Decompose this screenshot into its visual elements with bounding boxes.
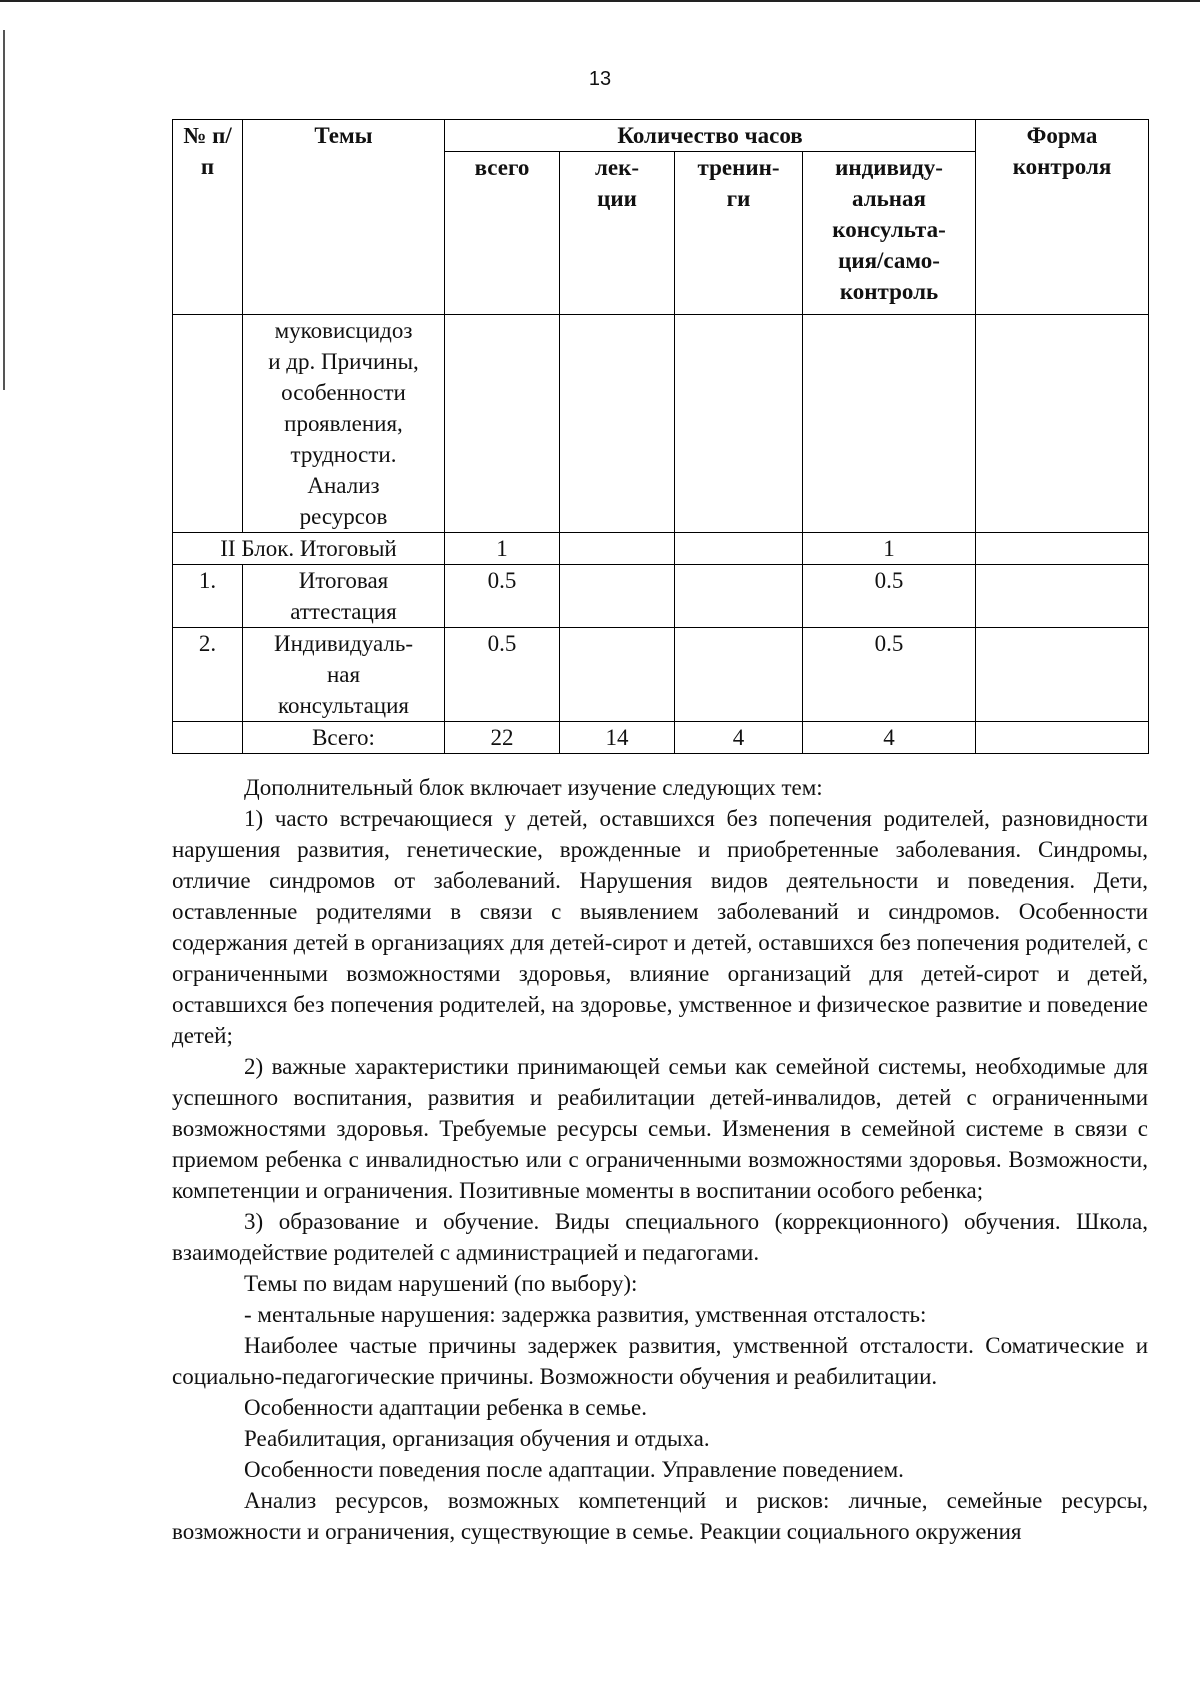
page-number: 13 (588, 68, 612, 90)
row-number (173, 315, 243, 533)
row-individual-hours: 0.5 (803, 565, 976, 628)
header-lectures: лек- ции (560, 152, 675, 315)
paragraph: - ментальные нарушения: задержка развития, умственная отсталость: (244, 1302, 927, 1327)
row-number: 1. (173, 565, 243, 628)
row-training-hours (675, 565, 803, 628)
row-lecture-hours (560, 315, 675, 533)
header-topics: Темы (243, 120, 445, 315)
paragraph: Наиболее частые причины задержек развития, умственной отсталости. Соматические и социально-педагогические причины. Возможности обучения и реабилитации. (172, 1333, 1148, 1389)
row-control-form (976, 315, 1149, 533)
row-total-hours (445, 315, 560, 533)
row-topic: муковисцидоз и др. Причины, особенности проявления, трудности. Анализ ресурсов (243, 315, 445, 533)
header-control-form: Форма контроля (976, 120, 1149, 315)
block-label: II Блок. Итоговый (173, 533, 445, 565)
table-row-total (173, 722, 1149, 754)
row-topic: Всего: (243, 722, 445, 754)
row-training-hours: 4 (675, 722, 803, 754)
paragraph: 2) важные характеристики принимающей семьи как семейной системы, необходимые для успешного воспитания, развития и реабилитации детей-инвалидов, детей с ограниченными возможностями здоровья. Требуемые ресурсы семьи. Изменения в семейной системе в связи с приемом ребенка с инвалидностью или с ограниченными возможностями здоровья. Возможности, компетенции и ограничения. Позитивные моменты в воспитании особого ребенка; (172, 1054, 1148, 1203)
row-number: 2. (173, 628, 243, 722)
table-row (173, 565, 1149, 628)
document-body (172, 772, 1148, 1547)
header-number: № п/п (173, 120, 243, 315)
row-number (173, 722, 243, 754)
header-hours: Количество часов (445, 120, 976, 152)
row-total-hours: 1 (445, 533, 560, 565)
paragraph: 1) часто встречающиеся у детей, оставшихся без попечения родителей, разновидности нарушения развития, генетические, врожденные и приобретенные заболевания. Синдромы, отличие синдромов от заболеваний. Нарушения видов деятельности и поведения. Дети, оставленные родителями в связи с выявлением заболеваний и синдромов. Особенности содержания детей в организациях для детей-сирот и детей, оставшихся без попечения родителей, с ограниченными возможностями здоровья, влияние организаций для детей-сирот и детей, оставшихся без попечения родителей, на здоровье, умственное и физическое развитие и поведение детей; (172, 806, 1148, 1048)
row-training-hours (675, 315, 803, 533)
paragraph: Дополнительный блок включает изучение следующих тем: (244, 775, 823, 800)
paragraph: Анализ ресурсов, возможных компетенций и рисков: личные, семейные ресурсы, возможности и ограничения, существующие в семье. Реакции социального окружения (172, 1488, 1148, 1544)
row-individual-hours: 1 (803, 533, 976, 565)
row-total-hours: 22 (445, 722, 560, 754)
study-plan-table (172, 119, 1149, 754)
row-control-form (976, 722, 1149, 754)
row-control-form (976, 565, 1149, 628)
paragraph: Особенности адаптации ребенка в семье. (244, 1395, 647, 1420)
row-individual-hours (803, 315, 976, 533)
row-training-hours (675, 533, 803, 565)
row-lecture-hours (560, 533, 675, 565)
paragraph: 3) образование и обучение. Виды специального (коррекционного) обучения. Школа, взаимодействие родителей с администрацией и педагогами. (172, 1209, 1148, 1265)
table-row (173, 628, 1149, 722)
header-total: всего (445, 152, 560, 315)
table-row-block (173, 533, 1149, 565)
header-individual: индивиду- альная консульта- ция/само- контроль (803, 152, 976, 315)
row-total-hours: 0.5 (445, 628, 560, 722)
row-training-hours (675, 628, 803, 722)
paragraph: Реабилитация, организация обучения и отдыха. (244, 1426, 710, 1451)
row-topic: Индивидуаль- ная консультация (243, 628, 445, 722)
paragraph: Особенности поведения после адаптации. Управление поведением. (244, 1457, 904, 1482)
row-total-hours: 0.5 (445, 565, 560, 628)
row-lecture-hours (560, 565, 675, 628)
paragraph: Темы по видам нарушений (по выбору): (244, 1271, 638, 1296)
header-trainings: тренин- ги (675, 152, 803, 315)
table-header-row (173, 120, 1149, 152)
table-row (173, 315, 1149, 533)
row-lecture-hours: 14 (560, 722, 675, 754)
scan-edge-top (0, 0, 1200, 2)
row-lecture-hours (560, 628, 675, 722)
row-individual-hours: 4 (803, 722, 976, 754)
row-individual-hours: 0.5 (803, 628, 976, 722)
row-control-form (976, 628, 1149, 722)
row-control-form (976, 533, 1149, 565)
row-topic: Итоговая аттестация (243, 565, 445, 628)
